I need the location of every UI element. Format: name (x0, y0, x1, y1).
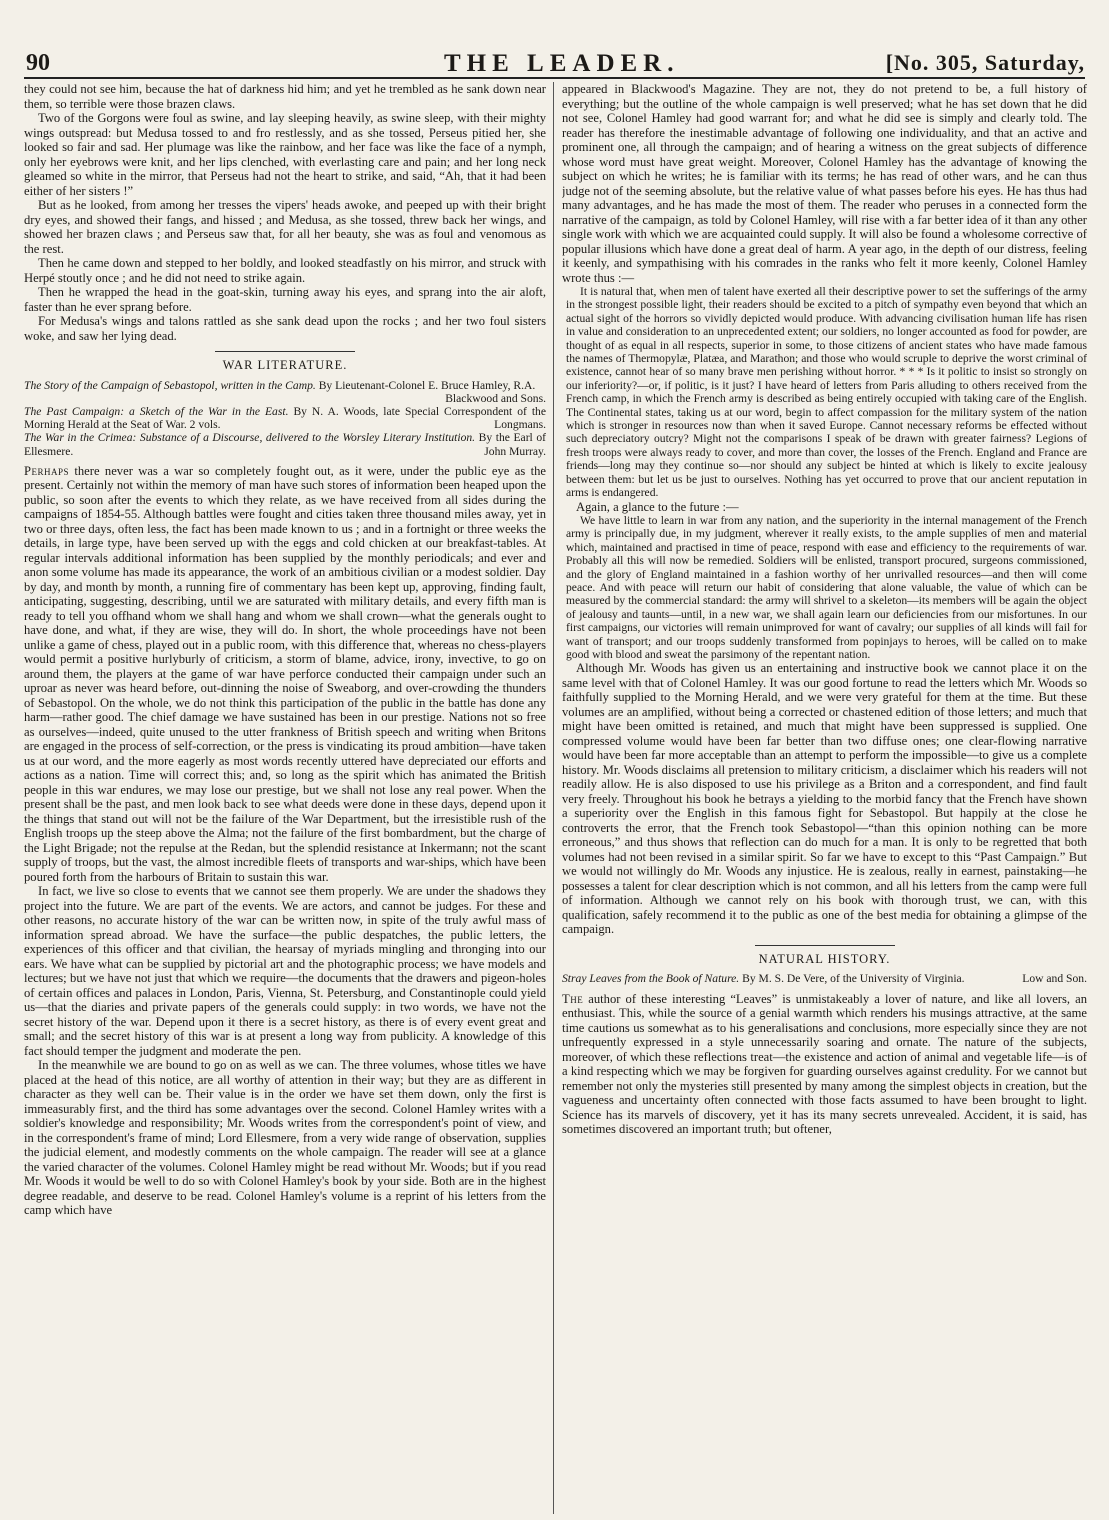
book-list (562, 972, 1087, 985)
book-entry (24, 379, 546, 405)
book-list (24, 379, 546, 458)
book-title: The Story of the Campaign of Sebastopol, written in the Camp. (24, 378, 316, 392)
masthead-rule (24, 77, 1085, 79)
book-author: By Lieutenant-Colonel E. Bruce Hamley, R.A. (318, 378, 536, 392)
paragraph: appeared in Blackwood's Magazine. They are not, they do not pretend to be, a full history of everything; but the outline of the whole campaign is well preserved; what he has set down that he did not see, Colonel Hamley had good warrant for; and what he did see is simply and clearly told. The reader has therefore the inestimable advantage of following one individuality, and that an active and prominent one, all through the campaign; and of hearing a witness on the great subjects of difference whose word must have great weight. Moreover, Colonel Hamley has the advantage of knowing the subject on which he writes; he is familiar with its terms; he has read of other wars, and he can thus judge not of the seeming absolute, but the relative value of what passes before his eyes. He has thus had many advantages, and he has made the most of them. The reader who peruses in a connected form the narrative of the campaign, as told by Colonel Hamley, will rise with a far better idea of it than any other single work with which we are acquainted could supply. It will also be found a wholesome corrective of popular illusions which have done a great deal of harm. A year ago, in the depth of our distress, feeling it keenly, and sympathising with his comrades in the ranks who felt it more keenly, Colonel Hamley wrote thus :— (562, 82, 1087, 285)
paragraph: Two of the Gorgons were foul as swine, and lay sleeping heavily, as swine sleep, with their mighty wings outspread: but Medusa tossed to and fro restlessly, and as she tossed, Perseus pitied her, she looked so fair and sad. Her plumage was like the rainbow, and her face was like the face of a nymph, only her eyebrows were knit, and her lips clenched, with everlasting care and pain; and her long neck gleamed so white in the mirror, that Perseus had not the heart to strike, and said, “Ah, that it had been either of her sisters !” (24, 111, 546, 198)
book-publisher: Low and Son. (1022, 972, 1087, 986)
paragraph: Again, a glance to the future :— (576, 499, 739, 514)
section-heading-war-literature: WAR LITERATURE. (222, 358, 348, 372)
book-author: By M. S. De Vere, of the University of Virginia. (742, 972, 965, 986)
paragraph: For Medusa's wings and talons rattled as she sank dead upon the rocks ; and her two foul sisters woke, and saw her lying dead. (24, 314, 546, 343)
page-number: 90 (26, 50, 50, 76)
quoted-passage: It is natural that, when men of talent have exerted all their descriptive power to set the sufferings of the army in the strongest possible light, their readers should be excited to a pitch of sympathy even beyond that which an actual sight of the horrors so vividly depicted would produce. With advancing civilisation human life has risen in value and consideration to an unprecedented extent; our soldiers, no longer accounted as food for powder, are thought of as equal in all respects, superior in some, to those citizens of ancient states who have made famous the names of Thermopylæ, Platæa, and Marathon; and those who would scruple to deprive the worst criminal of existence, cannot hear of so many brave men perishing without horror. * * * Is it politic to insist so strongly on our inferiority?—or, if politic, is it just? I have heard of letters from Paris alluding to others received from the French camp, in which the French army is described as being entirely occupied with taking care of the English. The Continental states, taking us at our word, begin to affect compassion for the military system of the nation which is stronger in resources now than when it saved Europe. Cannot necessary reforms be effected without such depreciatory outcry? Might not the comparisons I speak of be drawn with greater fairness? Legions of fresh troops were always ready to cover, and more than cover, the losses of the French. England and France are friends—long may they continue so—nor should any subject be hinted at which is likely to excite jealousy between them: but let us be just to ourselves. Nothing has yet occurred to prove that our ancient reputation in arms is endangered. (566, 285, 1087, 500)
book-entry (24, 431, 546, 457)
book-entry (24, 405, 546, 431)
paragraph: In fact, we live so close to events that we cannot see them properly. We are under the shadows they project into the future. We are part of the events. We are actors, and cannot be judges. For these and other reasons, no accurate history of the war can be written now, in spite of the truly awful mass of information spread abroad. We have the surface—the public despatches, the public letters, the experiences of this officer and that civilian, the hearsay of myriads mingling and thronging into our ears. We have what can be supplied by pictorial art and the photographic process; we have models and lectures; but we have not just that which we require—the documents that the drawers and pigeon-holes of certain offices and palaces in London, Paris, Vienna, St. Petersburg, and Constantinople could yield us—that the diaries and private papers of the generals could supply: in two words, we have not the secret history of the war. Depend upon it there is a secret history, as there is of every event great and small; and the secret history of this war is at present a long way from publicity. A knowledge of this fact should temper the judgment and moderate the pen. (24, 884, 546, 1058)
paragraph: Then he wrapped the head in the goat-skin, turning away his eyes, and sprang into the air aloft, faster than he ever sprang before. (24, 285, 546, 314)
section-rule (215, 351, 355, 352)
book-title: The War in the Crimea: Substance of a Discourse, delivered to the Worsley Literary Institution. (24, 431, 476, 445)
drop-word: Perhaps (24, 463, 70, 478)
paragraph (24, 464, 546, 885)
drop-word: The (562, 991, 584, 1006)
book-publisher: Blackwood and Sons. (445, 391, 546, 405)
paragraph: But as he looked, from among her tresses the vipers' heads awoke, and peeped up with their bright dry eyes, and showed their fangs, and hissed ; and Medusa, as she tossed, threw back her wings, and showed her brazen claws ; and Perseus saw that, for all her beauty, she was as foul and venomous as the rest. (24, 198, 546, 256)
section-rule (755, 945, 895, 946)
paragraph: In the meanwhile we are bound to go on as well as we can. The three volumes, whose titles we have placed at the head of this notice, are all worthy of attention in their way; but they are as different in character as they well can be. Their value is in the order we have set them down, only the first is immeasurably first, and the third has some advantages over the second. Colonel Hamley writes with a soldier's knowledge and responsibility; Mr. Woods writes from the correspondent's point of view, and in the correspondent's frame of mind; Lord Ellesmere, from a very wide range of observation, supplies the judicial element, and modestly comments on the whole campaign. The reader will see at a glance the varied character of the volumes. Colonel Hamley might be read without Mr. Woods; but if you read Mr. Woods it would be well to do so with Colonel Hamley's book by your side. Both are in the highest degree readable, and deserve to be read. Colonel Hamley's volume is a reprint of his letters from the camp which have (24, 1058, 546, 1218)
paragraph-text: author of these interesting “Leaves” is unmistakeably a lover of nature, and like all lovers, an enthusiast. This, while the source of a genial warmth which renders his musings attractive, at the same time cautions us somewhat as to his generalisations and conclusions, more especially since they are not unfrequently expressed in a style unnecessarily soaring and ornate. The nature of the subjects, moreover, of which these reflections treat—the existence and action of animal and vegetable life—is of a kind respecting which we may be forgiven for guarding ourselves against credulity. For we cannot but remember not only the mysteries still presented by many among the simplest objects in creation, but the vagueness and uncertainty often connected with those facts assumed to have been brought to light. Science has its marvels of discovery, yet it has its many secrets unrevealed. Accident, it is said, has sometimes discovered an important truth; but oftener, (562, 991, 1087, 1137)
paragraph: they could not see him, because the hat of darkness hid him; and yet he trembled as he sank down near them, so terrible were those brazen claws. (24, 82, 546, 111)
book-publisher: John Murray. (484, 444, 546, 458)
section-heading-natural-history: NATURAL HISTORY. (758, 951, 891, 966)
quoted-passage: We have little to learn in war from any nation, and the superiority in the internal management of the French army is principally due, in my judgment, wherever it really exists, to the ample supplies of men and material which, maintained and practised in time of peace, respond with ease and efficiency to the requirements of war. Probably all this will now be remedied. Soldiers will be enlisted, transport procured, surgeons commissioned, and the glory of England maintained in a fashion worthy of her unrivalled resources—and then will come peace. And with peace will return our habit of considering that alone valuable, the value of which can be measured by the commercial standard: the army will shrivel to a skeleton—its members will be again the object of jealousy and taunts—until, in a new war, we shall again learn our deficiencies from our misfortunes. In our first campaigns, our victories will remain unimproved for want of cavalry; our supplies of all kinds will fail for want of transport; and our troops suddenly transformed from popinjays to heroes, will be called on to make good with blood and sweat the parsimony of the repentant nation. (566, 514, 1087, 662)
masthead (24, 50, 1085, 76)
paragraph (562, 992, 1087, 1137)
left-column (24, 82, 546, 1514)
columns (24, 82, 1089, 1514)
paragraph: Then he came down and stepped to her boldly, and looked steadfastly on his mirror, and struck with Herpé stoutly once ; and he did not need to strike again. (24, 256, 546, 285)
book-author: By the Earl of Ellesmere. (24, 431, 546, 458)
column-divider (553, 82, 554, 1514)
book-entry (562, 972, 1087, 985)
paragraph: Although Mr. Woods has given us an entertaining and instructive book we cannot place it on the same level with that of Colonel Hamley. It was our good fortune to read the letters which Mr. Woods so faithfully supplied to the Morning Herald, and we were very grateful for them at the time. But these volumes are an amplified, without being a corrected or chastened edition of those letters; and much that might have been omitted is retained, and much that might have been suppressed is supplied. One compressed volume would have been far better than two diffuse ones; one clear-flowing narrative would have been far more acceptable than an attempt to perform the impossible—to give us a complete history. Mr. Woods disclaims all pretension to military criticism, a disclaimer which his readers will not readily allow. He is also disposed to use his privilege as a Briton and a correspondent, and find fault very freely. Throughout his book he betrays a yielding to the morbid fancy that the French have shown a superiority over the English in this famous fight for Sebastopol. But happily at the close he controverts the error, that the French took Sebastopol—“than this opinion nothing can be more erroneous,” and thus shows that reflection can do much for a man. It is only to be regretted that both volumes had not been revised in a similar spirit. So far we have to except to this “Past Campaign.” But we would not willingly do Mr. Woods any injustice. He is zealous, really in earnest, painstaking—he possesses a talent for clear description which is not common, and all his letters from the camp were full of information. Although we cannot rely on his book with thorough trust, we can, with this qualification, safely recommend it to the public as one of the best media for obtaining a glimpse of the campaign. (562, 661, 1087, 937)
right-column (562, 82, 1087, 1514)
paragraph-text: there never was a war so completely fought out, as it were, under the public eye as the present. Certainly not within the memory of man have such stores of information been heaped upon the public, so soon after the events to which they relate, as we have received from all sides during the campaigns of 1854-55. Although battles were fought and cities taken three thousand miles away, yet in two or three days, often less, the fact has been made known to us ; and in a fortnight or three weeks the details, in large type, have been served up with the eggs and cold chicken at our breakfast-tables. At regular intervals additional information has been supplied by the monthly periodicals; and ever and anon some volume has made its appearance, the work of an ambitious civilian or a modest soldier. Day by day, and month by month, a running fire of commentary has been kept up, approving, finding fault, anticipating, suggesting, describing, until we are saturated with military details, and every fifth man is ready to tell you offhand whom we shall hang and whom we shall crown—what the generals ought to have done, and what, if they are wise, they will do. In short, the whole proceedings have not been unlike a game of chess, played out in a public room, with this difference that, whereas no chess-players would permit a positive hurlyburly of criticism, a storm of blame, advice, irony, invective, to go on around them, the players at the game of war have perforce conducted their campaign under such an uproar as never was heard before, out-dinning the noise of Sweaborg, and over-crowding the thunders of Sebastopol. On the whole, we do not think this participation of the public in the battle has done any harm—rather good. The chief damage we have sustained has been in our prestige. Nations not so free as ourselves—indeed, quite unused to the utter frankness of British speech and writing when Britons are engaged in the process of self-correction, or the press is vindicating its proud ambition—have taken us at our word, and the more eagerly as most words recently uttered have depreciated our efforts and actions as a nation. Time will correct this; and, so long as the spirit which has animated the British people in this war endures, we may lose our prestige, but we shall not lose any real power. When the present shall be the past, and men look back to see what deeds were done in these days, depend upon it the things that stand out will not be the failure of the War Department, but the irresistible rush of the English troops up the steep above the Alma; not the failure of the first bombardment, but the charge of the Light Brigade; not the repulse at the Redan, but the splendid resistance at Inkermann; not the scant supply of troops, but the vast, the almost incredible fleets of transports and war-ships, which have been poured forth from the harbours of Britain to sustain this war. (24, 463, 546, 884)
book-author: By N. A. Woods, late Special Correspondent of the Morning Herald at the Seat of War. 2 vols. (24, 404, 546, 432)
issue-label: [No. 305, Saturday, (885, 50, 1085, 75)
book-title: The Past Campaign: a Sketch of the War in the East. (24, 404, 289, 418)
newspaper-title: THE LEADER. (444, 50, 680, 77)
book-title: Stray Leaves from the Book of Nature. (562, 972, 740, 986)
book-publisher: Longmans. (494, 418, 546, 432)
